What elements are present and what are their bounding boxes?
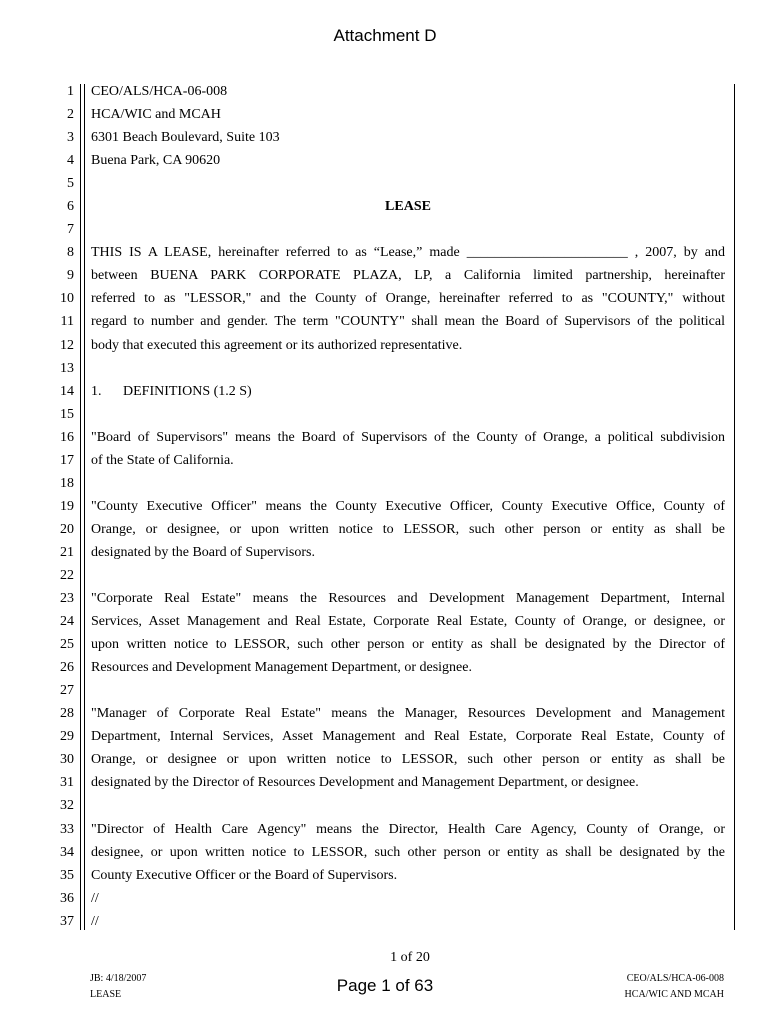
blank-line	[91, 357, 725, 380]
line-number: 12	[60, 337, 74, 353]
definition-line: upon written notice to LESSOR, such other person or entity as shall be designated by the Director of	[91, 637, 725, 653]
definition-line: "Board of Supervisors" means the Board of Supervisors of the County of Orange, a political subdivision	[91, 429, 725, 445]
preamble-line: body that executed this agreement or its authorized representative.	[91, 337, 463, 353]
document-body	[91, 80, 725, 933]
address-line: HCA/WIC and MCAH	[91, 107, 221, 123]
line-number: 19	[60, 498, 74, 514]
line-number: 15	[60, 406, 74, 422]
line-number: 3	[67, 130, 74, 146]
line-number: 20	[60, 521, 74, 537]
definition-line: "Director of Health Care Agency" means the Director, Health Care Agency, County of Orange, or	[91, 821, 725, 837]
line-number: 9	[67, 268, 74, 284]
line-number: 6	[67, 199, 74, 215]
line-number: 10	[60, 291, 74, 307]
footer-doc-type: LEASE	[90, 989, 122, 1000]
preamble-line: regard to number and gender. The term "COUNTY" shall mean the Board of Supervisors of the political	[91, 314, 725, 330]
blank-line	[91, 403, 725, 426]
definition-line: "Corporate Real Estate" means the Resources and Development Management Department, Internal	[91, 591, 725, 607]
line-number: 33	[60, 821, 74, 837]
line-number: 16	[60, 429, 74, 445]
left-margin-rule-inner	[84, 84, 85, 930]
blank-line	[91, 172, 725, 195]
line-number: 30	[60, 752, 74, 768]
line-number: 13	[60, 360, 74, 376]
line-number: 7	[67, 222, 74, 238]
section-heading	[91, 380, 725, 403]
section-number: 1.	[91, 383, 102, 399]
line-number: 21	[60, 544, 74, 560]
footer-right	[625, 971, 724, 1003]
line-number: 24	[60, 614, 74, 630]
preamble-line: referred to as "LESSOR," and the County of Orange, hereinafter referred to as "COUNTY," without	[91, 291, 725, 307]
blank-line	[91, 794, 725, 817]
line-number: 11	[60, 314, 74, 330]
left-margin-rule-outer	[80, 84, 81, 930]
blank-line	[91, 564, 725, 587]
definition-line: County Executive Officer or the Board of Supervisors.	[91, 867, 398, 883]
definition-line: Resources and Development Management Department, or designee.	[91, 660, 472, 676]
right-margin-rule	[734, 84, 735, 930]
definition-line: Services, Asset Management and Real Estate, Corporate Real Estate, County of Orange, or designee, or	[91, 614, 725, 630]
address-line: CEO/ALS/HCA-06-008	[91, 84, 228, 99]
address-line: 6301 Beach Boulevard, Suite 103	[91, 130, 280, 146]
definition-line: "County Executive Officer" means the County Executive Officer, County Executive Office, County of	[91, 498, 725, 514]
line-number: 4	[67, 153, 74, 169]
page-count: 1 of 20	[390, 950, 430, 965]
line-number: 28	[60, 706, 74, 722]
line-number: 14	[60, 383, 74, 399]
preamble-line: THIS IS A LEASE, hereinafter referred to as “Lease,” made _______________________ , 2007, by and	[91, 245, 725, 261]
line-number: 29	[60, 729, 74, 745]
definition-line: designated by the Board of Supervisors.	[91, 544, 315, 560]
definition-line: "Manager of Corporate Real Estate" means the Manager, Resources Development and Management	[91, 706, 725, 722]
preamble-line: between BUENA PARK CORPORATE PLAZA, LP, a California limited partnership, hereinafter	[91, 268, 725, 284]
line-number: 26	[60, 660, 74, 676]
line-number: 25	[60, 637, 74, 653]
definition-line: Orange, or designee, or upon written notice to LESSOR, such other person or entity as shall be	[91, 521, 725, 537]
line-number: 22	[60, 567, 74, 583]
definition-line: designee, or upon written notice to LESSOR, such other person or entity as shall be designated by the	[91, 844, 725, 860]
line-number: 2	[67, 107, 74, 123]
line-number: 27	[60, 683, 74, 699]
definition-line: of the State of California.	[91, 452, 234, 468]
line-number: 5	[67, 176, 74, 192]
blank-line	[91, 679, 725, 702]
line-number: 32	[60, 798, 74, 814]
line-number: 36	[60, 890, 74, 906]
line-number-column	[48, 80, 74, 933]
line-number: 31	[60, 775, 74, 791]
line-number: 34	[60, 844, 74, 860]
address-line: Buena Park, CA 90620	[91, 153, 221, 169]
footer-department: HCA/WIC AND MCAH	[624, 989, 724, 1000]
continuation-mark: //	[91, 890, 99, 906]
definition-line: Orange, or designee or upon written notice to LESSOR, such other person or entity as shall be	[91, 752, 725, 768]
line-number: 18	[60, 475, 74, 491]
continuation-mark: //	[91, 913, 99, 929]
definition-line: Department, Internal Services, Asset Management and Real Estate, Corporate Real Estate, County of	[91, 729, 725, 745]
line-number: 17	[60, 452, 74, 468]
blank-line	[91, 472, 725, 495]
line-number: 8	[67, 245, 74, 261]
footer-date: JB: 4/18/2007	[90, 973, 147, 984]
definition-line: designated by the Director of Resources Development and Management Department, or designee.	[91, 775, 639, 791]
document-heading: LEASE	[385, 199, 431, 215]
section-title: DEFINITIONS (1.2 S)	[123, 383, 252, 399]
line-number: 35	[60, 867, 74, 883]
footer-reference: CEO/ALS/HCA-06-008	[626, 973, 724, 984]
blank-line	[91, 218, 725, 241]
line-number: 1	[67, 84, 74, 99]
footer-page-number: Page 1 of 63	[336, 976, 434, 995]
line-number: 37	[60, 913, 74, 929]
attachment-title: Attachment D	[333, 26, 437, 45]
line-number: 23	[60, 591, 74, 607]
